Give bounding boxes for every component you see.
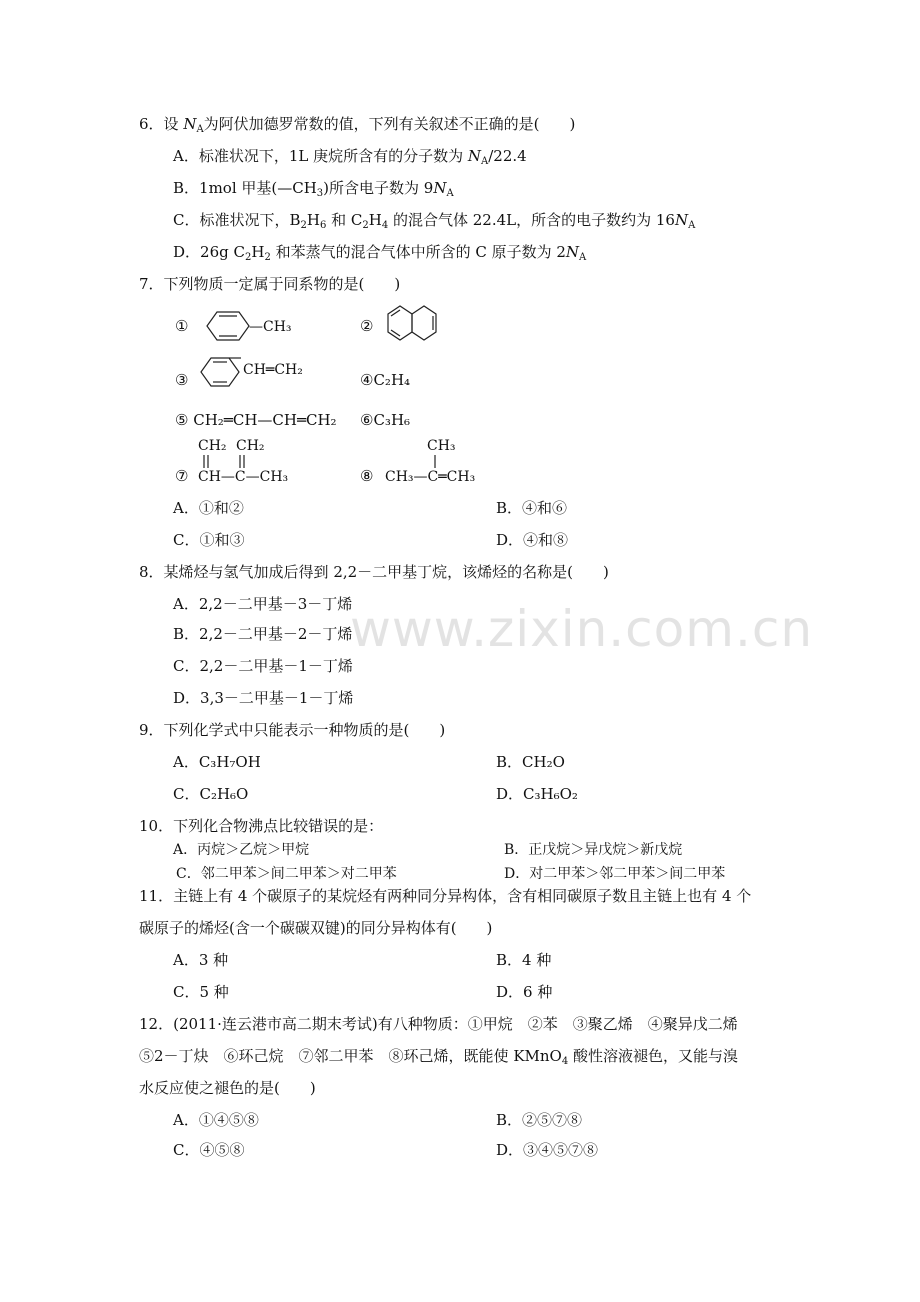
toluene-structure <box>195 306 295 346</box>
q12-option-b: B．②⑤⑦⑧ <box>496 1111 583 1129</box>
struct7-top-left: CH₂ <box>198 438 227 454</box>
q11-option-b: B．4 种 <box>496 951 552 969</box>
q11-option-d: D．6 种 <box>496 983 553 1001</box>
q7-label-1: ① <box>175 317 189 335</box>
q7-label-7: ⑦ <box>175 467 189 485</box>
q6-option-b: B．1mol 甲基$(—CH_3)$所含电子数为 $9N_A$ <box>173 179 454 199</box>
propene-formula: C₃H₆ <box>373 411 411 429</box>
q12-stem-line1: 12．(2011·连云港市高二期末考试)有八种物质：①甲烷 ②苯 ③聚乙烯 ④聚异戊二烯 <box>139 1015 738 1033</box>
q12-option-a: A．①④⑤⑧ <box>173 1111 259 1129</box>
q8-option-d: D．3,3－二甲基－1－丁烯 <box>173 689 354 707</box>
q11-stem-line1: 11．主链上有 4 个碳原子的某烷烃有两种同分异构体，含有相同碳原子数且主链上也有 4 个 <box>139 887 752 905</box>
q9-option-b: B．CH₂O <box>496 753 565 771</box>
struct7-top-right: CH₂ <box>236 438 265 454</box>
isobutene-structure <box>385 436 495 488</box>
q11-stem-line2: 碳原子的烯烃(含一个碳碳双键)的同分异构体有( ) <box>139 919 493 937</box>
struct8-top: CH₃ <box>427 438 456 454</box>
naphthalene-structure <box>380 300 450 350</box>
ethene-formula: C₂H₄ <box>373 371 411 389</box>
q7-option-c: C．①和③ <box>173 531 245 549</box>
q7-option-a: A．①和② <box>173 499 244 517</box>
q11-option-c: C．5 种 <box>173 983 229 1001</box>
struct7-bottom: CH—C—CH₃ <box>198 469 289 485</box>
q7-item-6: ⑥C₃H₆ <box>360 411 411 429</box>
q8-option-c: C．2,2－二甲基－1－丁烯 <box>173 657 353 675</box>
q6-option-a: A．标准状况下，1L 庚烷所含有的分子数为 $N_A/22.4$ <box>173 147 527 167</box>
q7-label-8: ⑧ <box>360 467 374 485</box>
q12-stem-line2: ⑤2－丁炔 ⑥环己烷 ⑦邻二甲苯 ⑧环己烯，既能使 KMnO$_4$ 酸性溶液褪色，又能与溴 <box>139 1047 738 1067</box>
q10-option-d: D．对二甲苯＞邻二甲苯＞间二甲苯 <box>504 866 726 882</box>
q7-option-b: B．④和⑥ <box>496 499 568 517</box>
q9-stem: 9．下列化学式中只能表示一种物质的是( ) <box>139 721 446 739</box>
q7-label-2: ② <box>360 317 374 335</box>
struct8-bottom: CH₃—C═CH₃ <box>385 469 476 485</box>
q12-option-d: D．③④⑤⑦⑧ <box>496 1141 599 1159</box>
q10-option-c: C．邻二甲苯＞间二甲苯＞对二甲苯 <box>176 866 397 882</box>
q7-item-5: ⑤ CH₂═CH—CH═CH₂ <box>175 411 337 429</box>
q9-option-c: C．C₂H₆O <box>173 785 249 803</box>
q12-option-c: C．④⑤⑧ <box>173 1141 245 1159</box>
q6-stem: 6．设 $N_A$为阿伏加德罗常数的值，下列有关叙述不正确的是( ) <box>139 115 576 135</box>
q8-option-b: B．2,2－二甲基－2－丁烯 <box>173 625 353 643</box>
q10-stem: 10．下列化合物沸点比较错误的是： <box>139 817 384 835</box>
q10-option-a: A．丙烷＞乙烷＞甲烷 <box>173 842 310 858</box>
q7-label-4: ④C₂H₄ <box>360 371 411 389</box>
q8-stem: 8．某烯烃与氢气加成后得到 2,2－二甲基丁烷，该烯烃的名称是( ) <box>139 563 609 581</box>
q12-stem-line3: 水反应使之褪色的是( ) <box>139 1079 316 1097</box>
q8-option-a: A．2,2－二甲基－3－丁烯 <box>173 595 353 613</box>
q11-option-a: A．3 种 <box>173 951 229 969</box>
styrene-substituent: CH═CH₂ <box>243 362 303 378</box>
q9-option-a: A．C₃H₇OH <box>173 753 261 771</box>
q10-option-b: B．正戊烷＞异戊烷＞新戊烷 <box>504 842 683 858</box>
q6-option-c: C．标准状况下，$B_2H_6$ 和 $C_2H_4$ 的混合气体 22.4L，所含的电子数约为 $16N_A$ <box>173 211 696 231</box>
butadiene-formula: CH₂═CH—CH═CH₂ <box>193 411 337 429</box>
q9-option-d: D．C₃H₆O₂ <box>496 785 578 803</box>
q7-option-d: D．④和⑧ <box>496 531 569 549</box>
q7-label-3: ③ <box>175 371 189 389</box>
styrene-structure <box>195 354 315 400</box>
q6-option-d: D．26g $C_2H_2$ 和苯蒸气的混合气体中所含的 C 原子数为 $2N_A$ <box>173 243 587 263</box>
q7-stem: 7．下列物质一定属于同系物的是( ) <box>139 275 401 293</box>
dimethylene-structure <box>196 436 306 488</box>
toluene-substituent: —CH₃ <box>249 319 292 335</box>
watermark: www.zixin.com.cn <box>350 600 814 658</box>
